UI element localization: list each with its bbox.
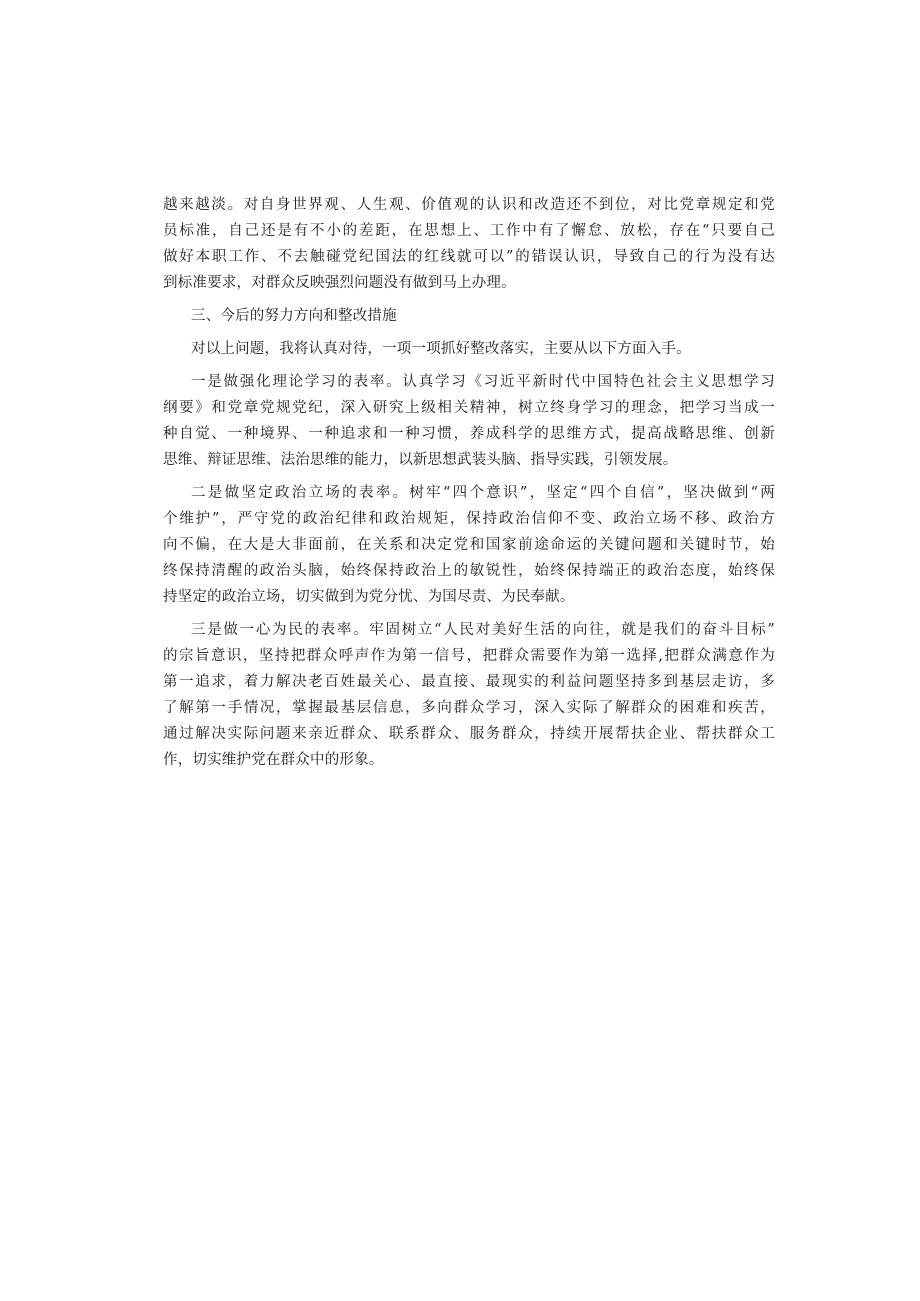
paragraph-continuation [163, 192, 775, 296]
paragraph-line: 纲要》和党章党规党纪，深入研究上级相关精神，树立终身学习的理念，把学习当成一 [163, 400, 775, 416]
paragraph-line: 向不偏，在大是大非面前，在关系和决定党和国家前途命运的关键问题和关键时节，始 [163, 537, 775, 553]
paragraph-serve-people [163, 617, 775, 773]
paragraph-line: 到标准要求，对群众反映强烈问题没有做到马上办理。 [163, 275, 516, 291]
paragraph-line: 种自觉、一种境界、一种追求和一种习惯，养成科学的思维方式，提高战略思维、创新 [163, 426, 775, 442]
paragraph-line: 个维护”，严守党的政治纪律和政治规矩，保持政治信仰不变、政治立场不移、政治方 [163, 511, 775, 527]
paragraph-line: 的宗旨意识，坚持把群众呼声作为第一信号，把群众需要作为第一选择,把群众满意作为 [163, 648, 775, 664]
paragraph-line: 思维、辩证思维、法治思维的能力，以新思想武装头脑、指导实践，引领发展。 [163, 452, 678, 468]
paragraph-line: 三是做一心为民的表率。牢固树立“人民对美好生活的向往，就是我们的奋斗目标” [191, 622, 775, 638]
section-heading: 三、今后的努力方向和整改措施 [191, 308, 397, 324]
paragraph-line: 持坚定的政治立场，切实做到为党分忧、为国尽责、为民奉献。 [163, 589, 575, 605]
paragraph-line: 通过解决实际问题来亲近群众、联系群众、服务群众，持续开展帮扶企业、帮扶群众工 [163, 726, 775, 742]
paragraph-line: 越来越淡。对自身世界观、人生观、价值观的认识和改造还不到位，对比党章规定和党 [163, 197, 775, 213]
paragraph-line: 作，切实维护党在群众中的形象。 [163, 752, 384, 768]
paragraph-line: 第一追求，着力解决老百姓最关心、最直接、最现实的利益问题坚持多到基层走访，多 [163, 674, 775, 690]
paragraph-line: 对以上问题，我将认真对待，一项一项抓好整改落实，主要从以下方面入手。 [191, 341, 691, 357]
paragraph-line: 二是做坚定政治立场的表率。树牢“四个意识”，坚定“四个自信”，坚决做到“两 [191, 485, 775, 501]
paragraph-line: 一是做强化理论学习的表率。认真学习《习近平新时代中国特色社会主义思想学习 [191, 374, 775, 390]
paragraph-line: 做好本职工作、不去触碰党纪国法的红线就可以”的错误认识，导致自己的行为没有达 [163, 249, 775, 265]
paragraph-political-stance [163, 480, 775, 610]
paragraph-intro [163, 336, 775, 362]
document-body [163, 192, 775, 773]
paragraph-line: 了解第一手情况，掌握最基层信息，多向群众学习，深入实际了解群众的困难和疾苦， [163, 700, 775, 716]
paragraph-theory-study [163, 369, 775, 473]
paragraph-line: 员标准，自己还是有不小的差距，在思想上、工作中有了懈怠、放松，存在“只要自己 [163, 223, 775, 239]
paragraph-line: 终保持清醒的政治头脑，始终保持政治上的敏锐性，始终保持端正的政治态度，始终保 [163, 563, 775, 579]
